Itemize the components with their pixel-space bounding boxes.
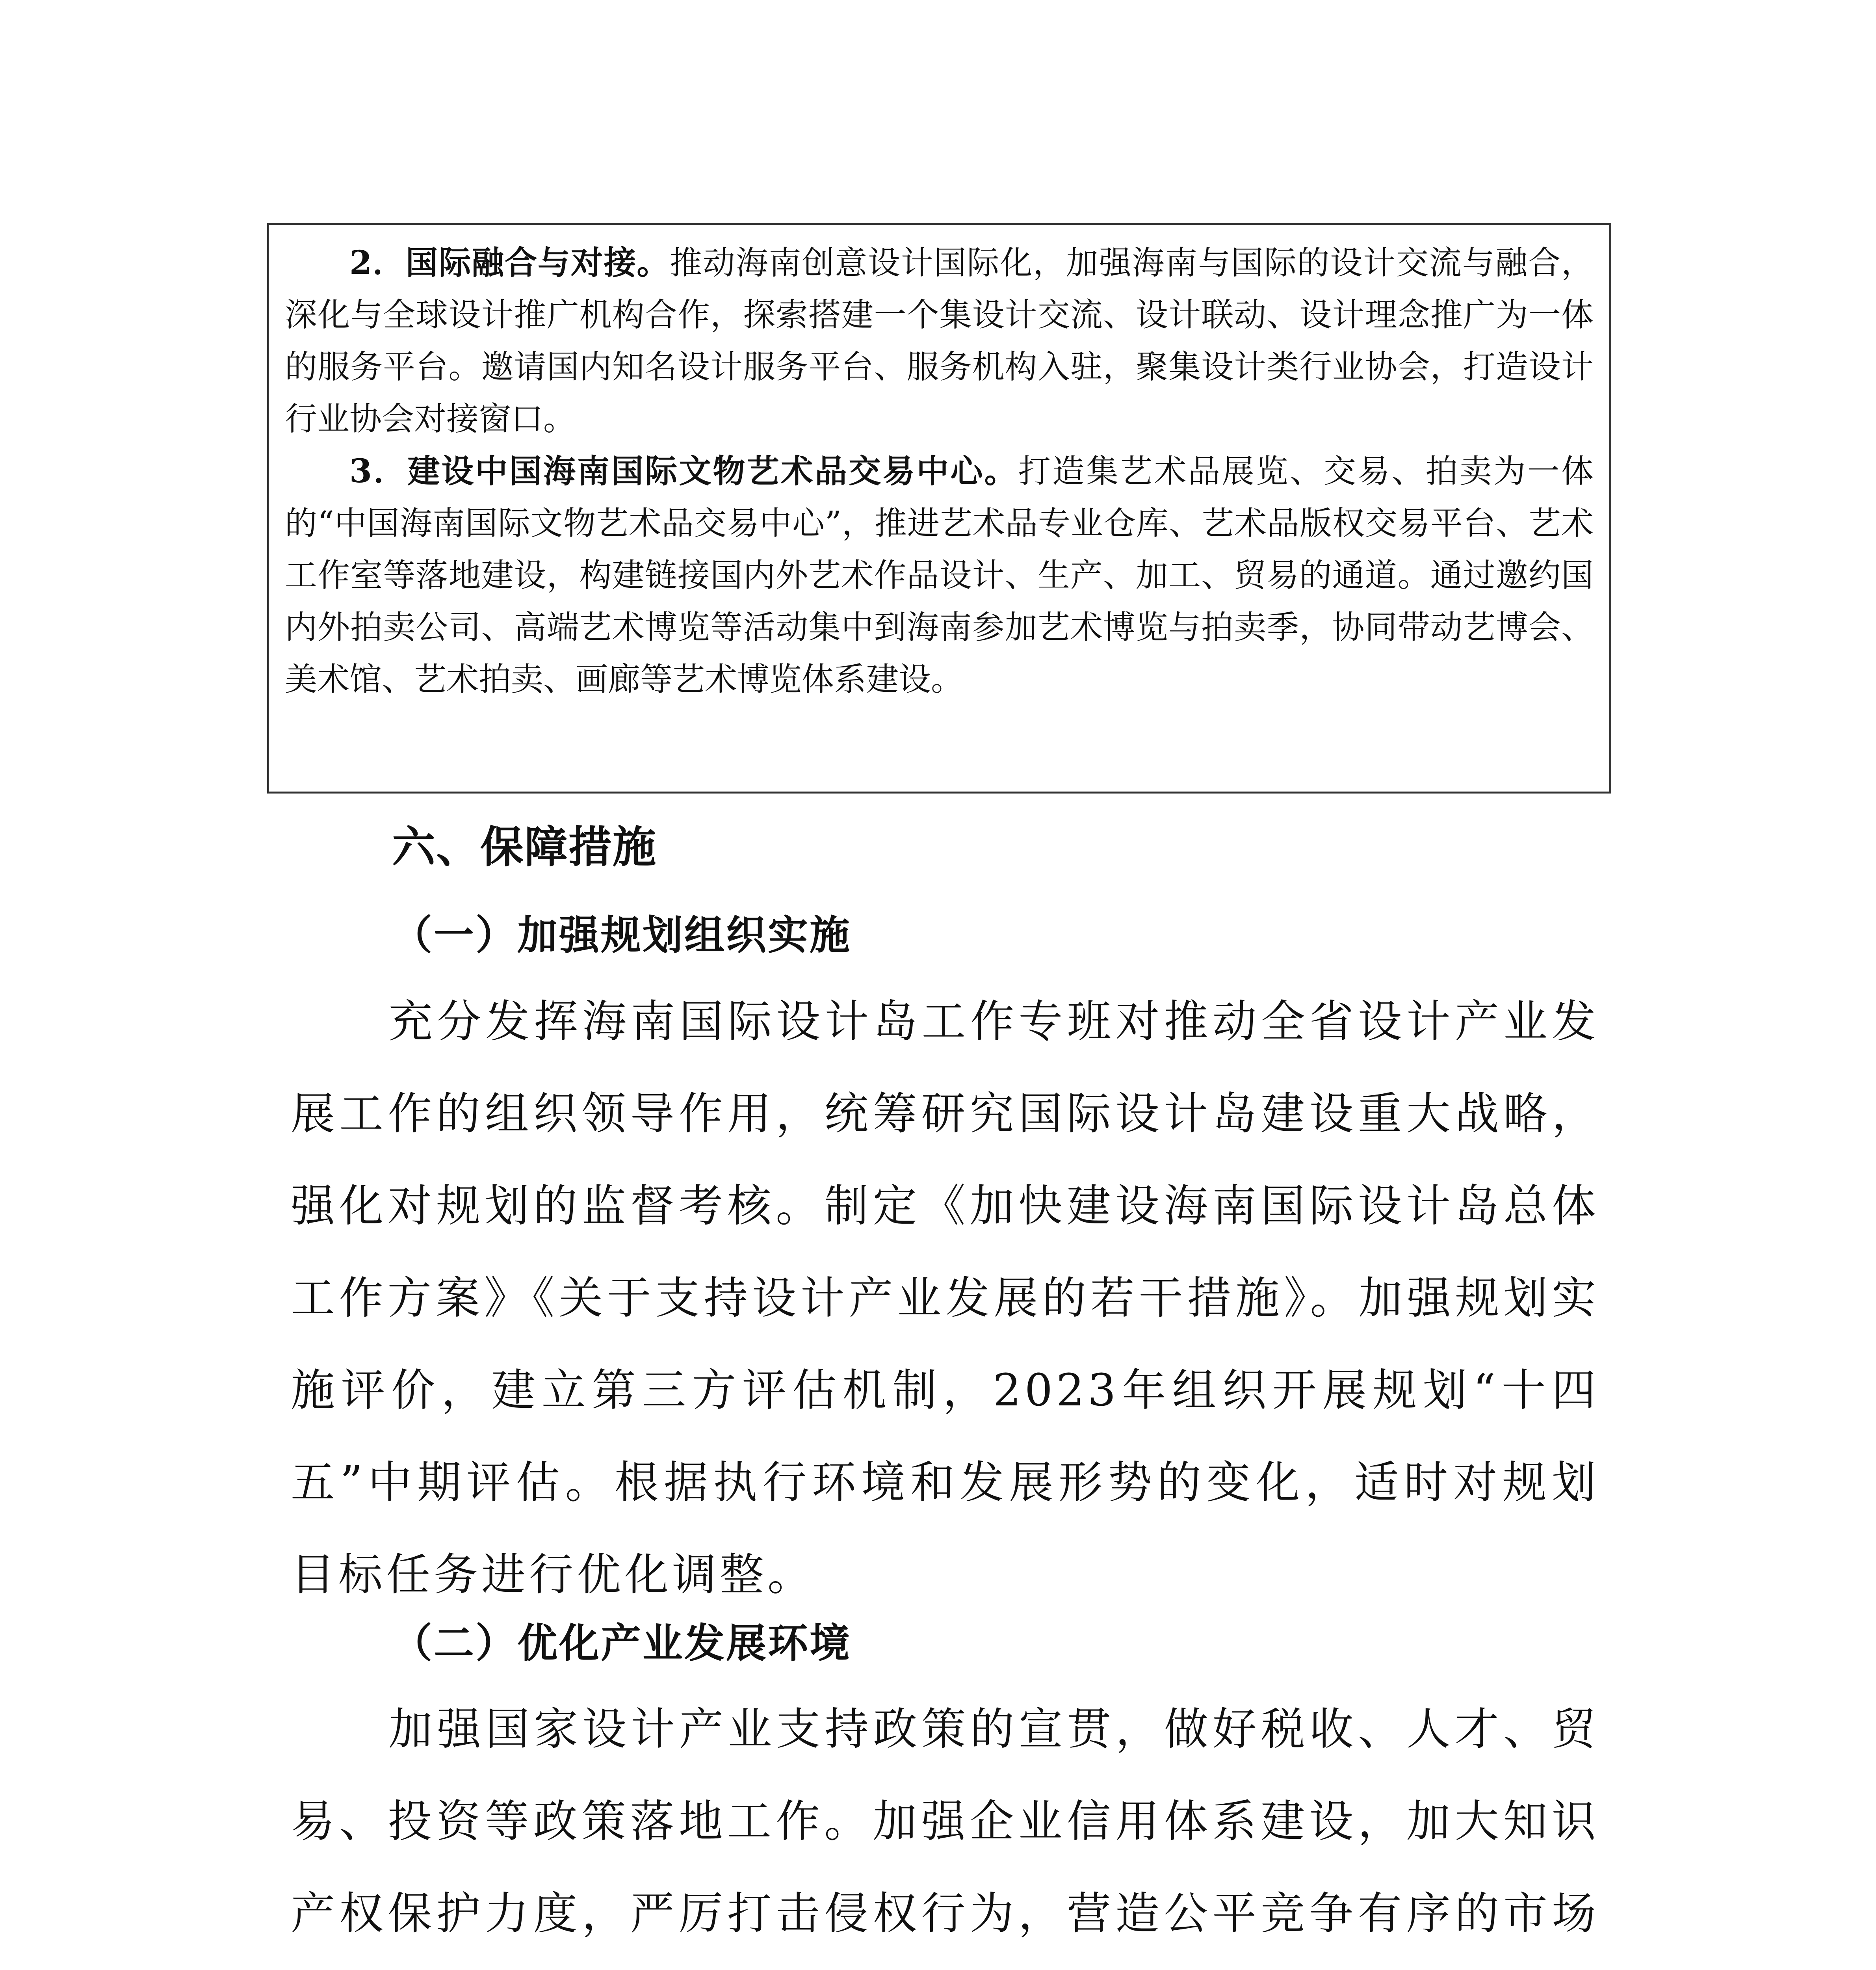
boxed-text-panel xyxy=(267,223,1611,794)
box-item-3 xyxy=(285,445,1594,706)
subsection-1-paragraph: 充分发挥海南国际设计岛工作专班对推动全省设计产业发展工作的组织领导作用，统筹研究国际设计岛建设重大战略，强化对规划的监督考核。制定《加快建设海南国际设计岛总体工作方案》《关于支持设计产业发展的若干措施》。加强规划实施评价，建立第三方评估机制，2023年组织开展规划“十四五”中期评估。根据执行环境和发展形势的变化，适时对规划目标任务进行优化调整。 xyxy=(291,996,1599,1600)
box-item-2-text: 推动海南创意设计国际化，加强海南与国际的设计交流与融合，深化与全球设计推广机构合作，探索搭建一个集设计交流、设计联动、设计理念推广为一体的服务平台。邀请国内知名设计服务平台、服务机构入驻，聚集设计类行业协会，打造设计行业协会对接窗口。 xyxy=(285,244,1594,438)
box-item-2-lead: 2．国际融合与对接。 xyxy=(349,244,670,282)
box-item-3-lead: 3．建设中国海南国际文物艺术品交易中心。 xyxy=(349,452,1018,490)
section-title: 六、保障措施 xyxy=(392,822,657,872)
subsection-title-1: （一）加强规划组织实施 xyxy=(392,912,851,959)
box-item-3-text: 打造集艺术品展览、交易、拍卖为一体的“中国海南国际文物艺术品交易中心”，推进艺术品专业仓库、艺术品版权交易平台、艺术工作室等落地建设，构建链接国内外艺术作品设计、生产、加工、贸易的通道。通过邀约国内外拍卖公司、高端艺术博览等活动集中到海南参加艺术博览与拍卖季，协同带动艺博会、美术馆、艺术拍卖、画廊等艺术博览体系建设。 xyxy=(285,453,1594,698)
subsection-2-paragraph: 加强国家设计产业支持政策的宣贯，做好税收、人才、贸易、投资等政策落地工作。加强企业信用体系建设，加大知识产权保护力度，严厉打击侵权行为，营造公平竞争有序的市场 xyxy=(291,1704,1599,1939)
box-item-2 xyxy=(285,237,1594,445)
subsection-title-2: （二）优化产业发展环境 xyxy=(392,1620,851,1667)
